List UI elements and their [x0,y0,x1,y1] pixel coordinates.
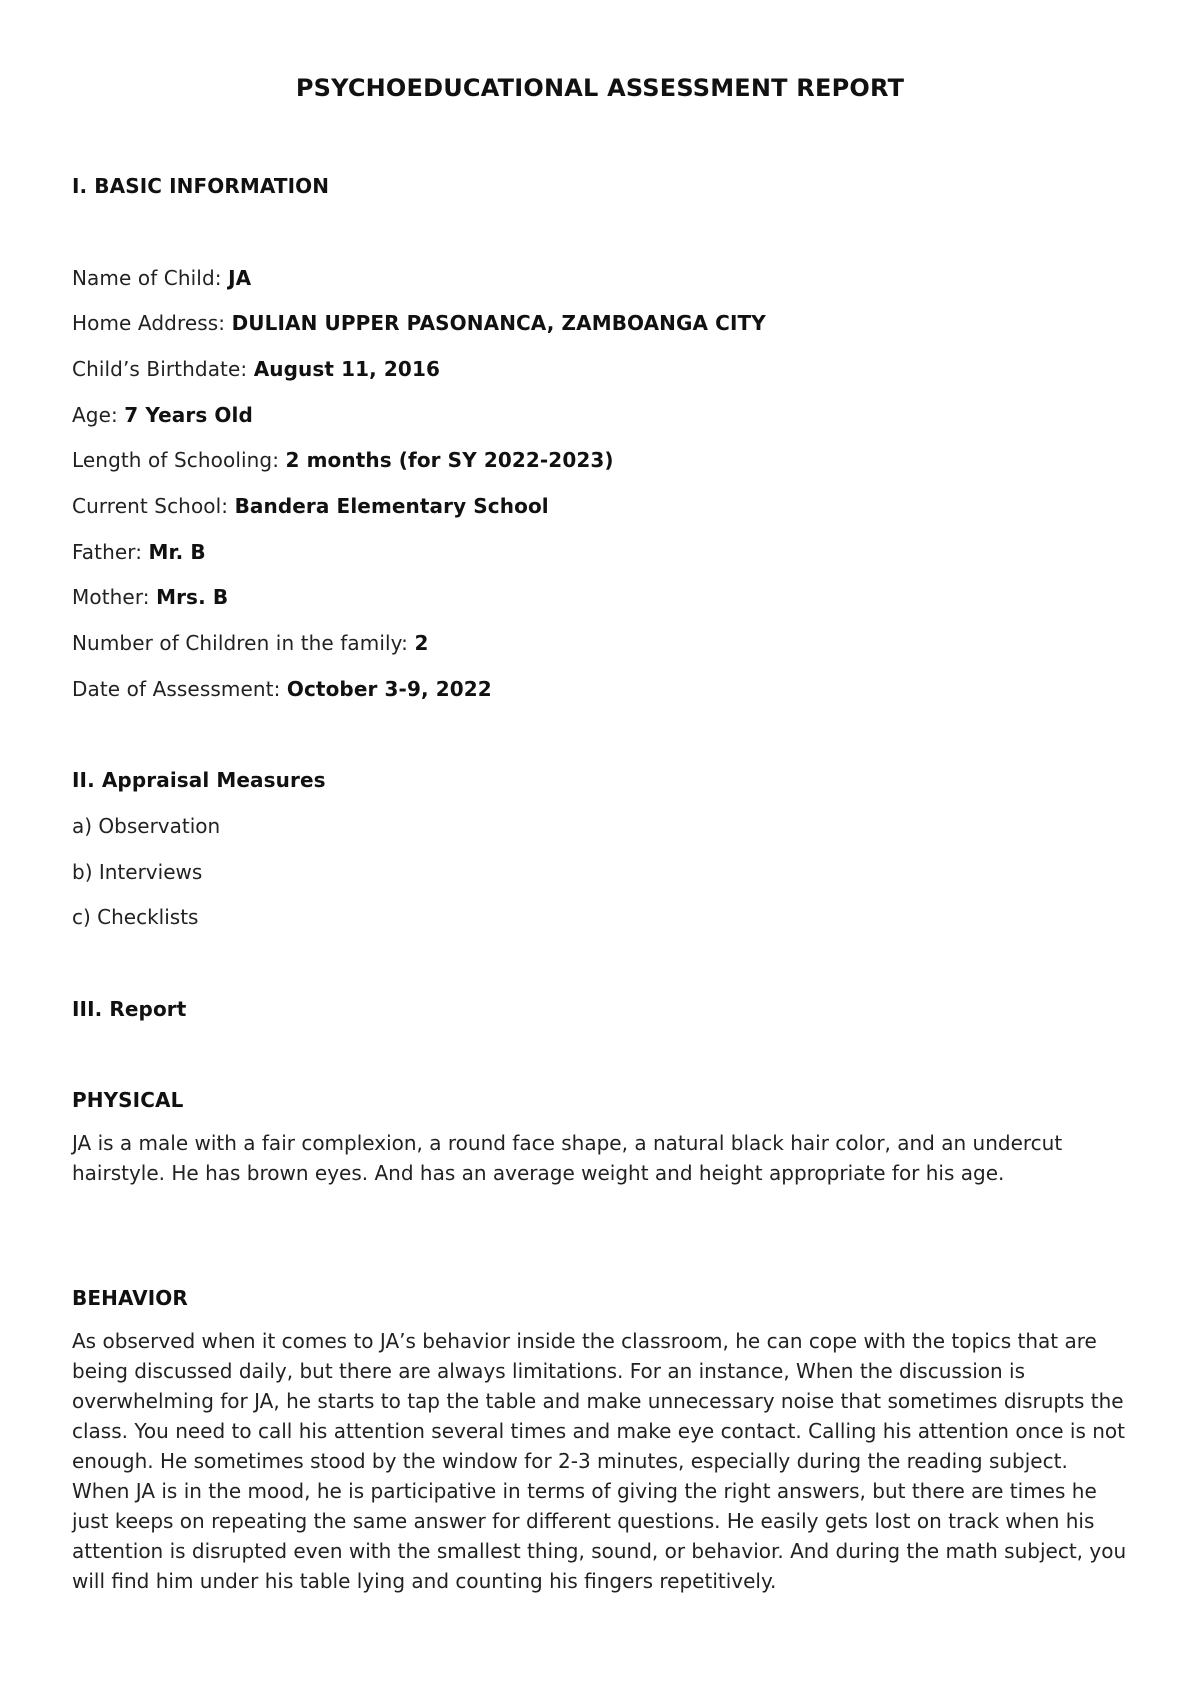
field-home-address [72,311,766,335]
field-value: 2 months (for SY 2022-2023) [285,448,614,472]
field-label: Age: [72,403,118,427]
field-father [72,540,206,564]
field-label: Mother: [72,585,150,609]
field-birthdate [72,357,440,381]
field-date-of-assessment [72,677,492,701]
field-value: Bandera Elementary School [234,494,549,518]
field-label: Father: [72,540,143,564]
field-name-of-child [72,266,251,290]
field-value: 7 Years Old [124,403,253,427]
field-label: Number of Children in the family: [72,631,408,655]
report-heading: III. Report [72,997,187,1021]
measure-item: b) Interviews [72,860,203,884]
field-value: October 3-9, 2022 [286,677,492,701]
field-age [72,403,253,427]
field-value: 2 [414,631,429,655]
field-label: Home Address: [72,311,226,335]
field-value: DULIAN UPPER PASONANCA, ZAMBOANGA CITY [231,311,766,335]
physical-heading: PHYSICAL [72,1088,184,1112]
behavior-paragraph: As observed when it comes to JA’s behavior inside the classroom, he can cope with the topics that are being discussed daily, but there are always limitations. For an instance, When the discussion is overwhelming for JA, he starts to tap the table and make unnecessary noise that sometimes disrupts the class. You need to call his attention several times and make eye contact. Calling his attention once is not enough. He sometimes stood by the window for 2-3 minutes, especially during the reading subject. When JA is in the mood, he is participative in terms of giving the right answers, but there are times he just keeps on repeating the same answer for different questions. He easily gets lost on track when his attention is disrupted even with the smallest thing, sound, or behavior. And during the math subject, you will find him under his table lying and counting his fingers repetitively. [72,1329,1127,1593]
basic-information-heading: I. BASIC INFORMATION [72,174,330,198]
behavior-heading: BEHAVIOR [72,1286,188,1310]
appraisal-measures-heading: II. Appraisal Measures [72,768,326,792]
field-length-of-schooling [72,448,614,472]
field-label: Date of Assessment: [72,677,281,701]
field-label: Current School: [72,494,229,518]
field-value: JA [228,266,252,290]
physical-paragraph: JA is a male with a fair complexion, a round face shape, a natural black hair color, and an undercut hairstyle. He has brown eyes. And has an average weight and height appropriate for his age. [72,1131,1063,1185]
field-value: Mrs. B [156,585,229,609]
field-value: August 11, 2016 [253,357,440,381]
field-mother [72,585,228,609]
document-title: PSYCHOEDUCATIONAL ASSESSMENT REPORT [295,74,905,102]
field-label: Name of Child: [72,266,222,290]
field-current-school [72,494,549,518]
field-number-of-children [72,631,429,655]
measure-item: c) Checklists [72,905,199,929]
field-value: Mr. B [148,540,206,564]
measure-item: a) Observation [72,814,221,838]
field-label: Length of Schooling: [72,448,280,472]
field-label: Child’s Birthdate: [72,357,248,381]
